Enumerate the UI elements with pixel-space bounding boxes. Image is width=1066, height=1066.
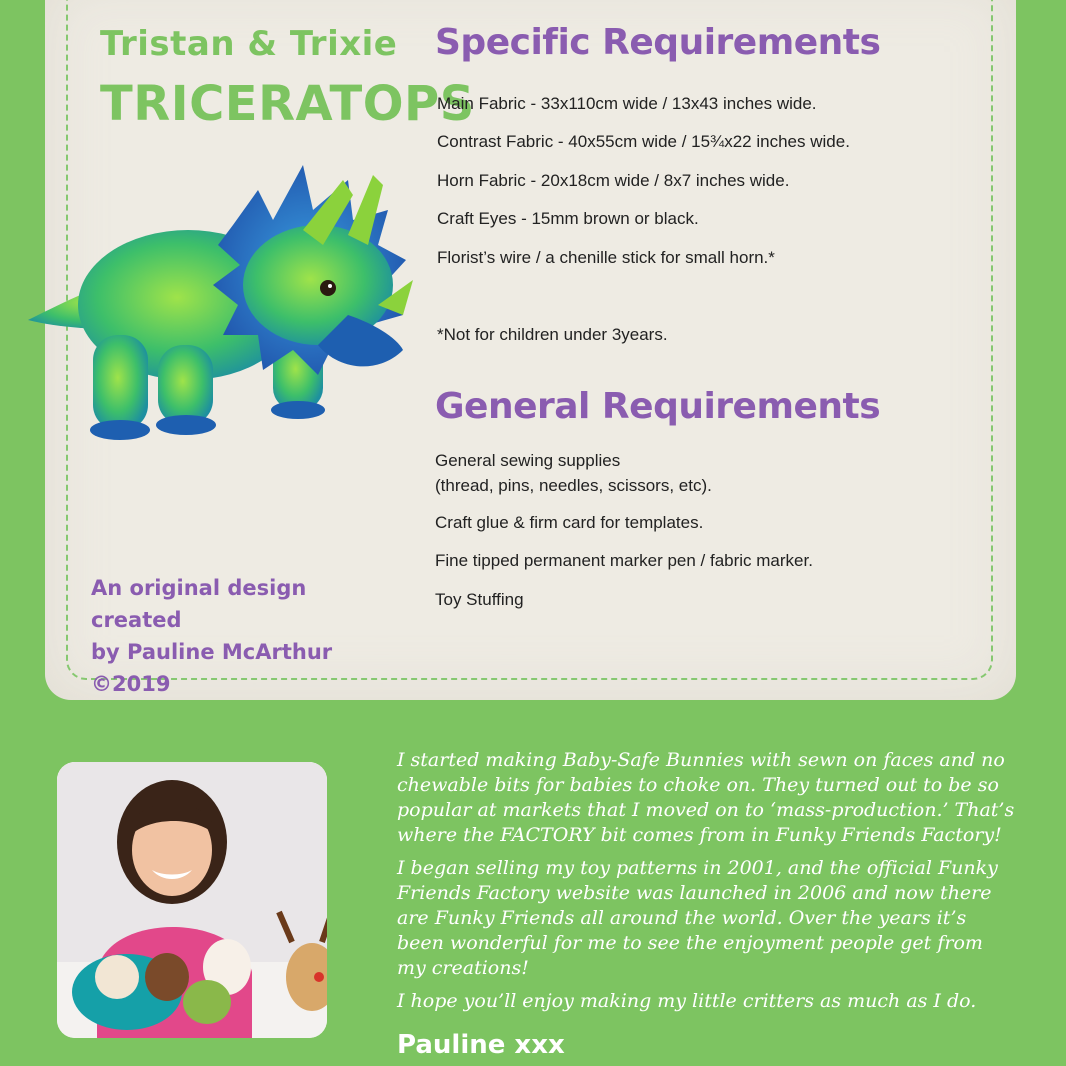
bio-paragraph-2: I began selling my toy patterns in 2001, and the official Funky Friends Factory website was launched in 2006 and now there are Funky Friends all around the world. Over the years it’s been wonderful for me to see the enjoyment people get from my creations! (397, 857, 998, 979)
specific-item: Main Fabric - 33x110cm wide / 13x43 inches wide. (437, 94, 817, 113)
bio-paragraph-3: I hope you’ll enjoy making my little critters as much as I do. (397, 990, 977, 1012)
specific-requirements-heading: Specific Requirements (435, 22, 881, 63)
signature: Pauline xxx (397, 1030, 565, 1060)
credit-copyright: ©2019 (91, 672, 171, 696)
age-warning-note: *Not for children under 3years. (437, 325, 668, 344)
specific-item: Horn Fabric - 20x18cm wide / 8x7 inches wide. (437, 171, 790, 190)
bio-paragraph-1: I started making Baby-Safe Bunnies with sewn on faces and no chewable bits for babies to choke on. They turned out to be so popular at markets that I moved on to ‘mass-production.’ That’s where the FACTORY bit comes from in Funky Friends Factory! (397, 749, 1015, 846)
specific-item: Craft Eyes - 15mm brown or black. (437, 209, 699, 228)
general-item: (thread, pins, needles, scissors, etc). (435, 476, 712, 495)
general-item: Craft glue & firm card for templates. (435, 513, 704, 532)
general-item: Fine tipped permanent marker pen / fabric marker. (435, 551, 813, 570)
designer-credit (91, 572, 371, 700)
general-requirements-heading: General Requirements (435, 386, 881, 427)
credit-line: An original design created (91, 576, 307, 632)
triceratops-toy-photo (18, 155, 418, 455)
pattern-title-animal: TRICERATOPS (100, 76, 475, 132)
designer-photo (57, 762, 327, 1038)
specific-item: Contrast Fabric - 40x55cm wide / 15¾x22 inches wide. (437, 132, 850, 151)
specific-item: Florist’s wire / a chenille stick for small horn.* (437, 248, 775, 267)
pattern-title-names: Tristan & Trixie (100, 24, 398, 64)
general-item: General sewing supplies (435, 451, 621, 470)
general-item: Toy Stuffing (435, 590, 524, 609)
credit-line: by Pauline McArthur (91, 640, 333, 664)
